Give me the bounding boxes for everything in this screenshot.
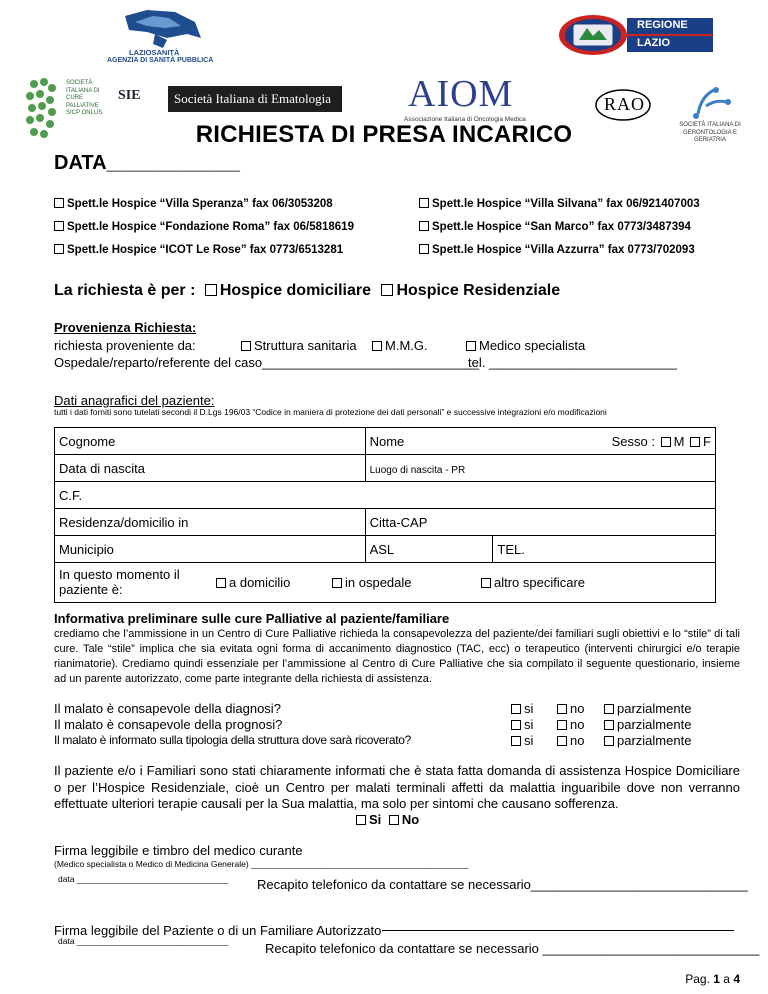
hospice-option[interactable] (419, 244, 695, 256)
date-field-label: DATA____________ (54, 152, 241, 174)
rao-logo (594, 88, 652, 122)
table-row (55, 536, 716, 563)
checkbox-icon[interactable] (381, 284, 393, 296)
laziosanita-line2: AGENZIA DI SANITÀ PUBBLICA (107, 57, 214, 64)
checkbox-icon[interactable] (511, 720, 521, 730)
option-label: Hospice domiciliare (219, 282, 372, 299)
question-prognosi: Il malato è consapevole della prognosi? (54, 717, 283, 732)
answer-label: parzialmente (617, 733, 692, 748)
checkbox-icon[interactable] (481, 578, 491, 588)
informativa-heading: Informativa preliminare sulle cure Palliative al paziente/familiare (54, 611, 450, 626)
checkbox-icon[interactable] (604, 720, 614, 730)
laziosanita-line1: LAZIOSANITÀ (129, 48, 180, 57)
option-label: Hospice Residenziale (396, 282, 561, 299)
answer-label: parzialmente (617, 717, 692, 732)
firma-paziente-data-field[interactable]: data ________________________________ (58, 936, 229, 946)
checkbox-icon[interactable] (557, 704, 567, 714)
hospice-option[interactable] (54, 221, 354, 233)
municipio-cell[interactable] (55, 536, 366, 563)
answer-label: no (570, 733, 585, 748)
sigg-emblem (672, 84, 748, 122)
answer-si[interactable] (511, 717, 533, 732)
table-row (55, 509, 716, 536)
regione-line2: LAZIO (637, 37, 670, 49)
option-label: in ospedale (345, 574, 412, 590)
nome-cell[interactable] (365, 428, 600, 455)
luogo-nascita-label: Luogo di nascita - PR (369, 464, 466, 476)
aiom-abbr: AIOM (408, 73, 514, 115)
table-row (55, 428, 716, 455)
hospice-option[interactable] (419, 198, 700, 210)
privacy-note: tutti i dati forniti sono tutelati secondi il D.Lgs 196/03 “Codice in maniera di protezione dei dati personali” e successive integrazioni e/o modificazioni (54, 407, 607, 417)
answer-parzialmente[interactable] (604, 701, 691, 716)
patient-data-table (54, 427, 716, 603)
checkbox-icon[interactable] (690, 437, 700, 447)
residenza-cell[interactable] (55, 509, 366, 536)
statement-options (356, 812, 419, 827)
firma-paziente-line[interactable] (382, 930, 734, 931)
answer-label: parzialmente (617, 701, 692, 716)
page-total: 4 (733, 972, 740, 986)
request-type-row (54, 282, 560, 300)
table-row (55, 455, 716, 482)
referente-field[interactable]: Ospedale/reparto/referente del caso______________________________ (54, 355, 480, 370)
option-struttura-sanitaria[interactable] (241, 338, 357, 353)
checkbox-icon[interactable] (54, 244, 64, 254)
option-altro[interactable] (481, 575, 585, 590)
option-a-domicilio[interactable] (216, 575, 290, 590)
answer-si[interactable] (511, 701, 533, 716)
hospice-option[interactable] (419, 221, 691, 233)
cognome-label: Cognome (59, 433, 116, 449)
rao-abbr: RAO (604, 94, 646, 114)
firma-medico-recapito-field[interactable]: Recapito telefonico da contattare se necessario______________________________ (257, 877, 748, 892)
tel-label: TEL. (497, 541, 525, 557)
statement-text: Il paziente e/o i Familiari sono stati chiaramente informati che è stata fatta domanda di assistenza Hospice Domiciliare o per l’Hospice Residenziale, cioè un Centro per malati terminali affetti da malattia inguaribile dove non verranno effettuate ulteriori terapie causali per la Sua malattia, ma solo per sintomi che causano sofferenza. (54, 763, 740, 811)
sie-name: Società Italiana di Ematologia (174, 91, 332, 106)
answer-label: si (524, 733, 534, 748)
checkbox-icon[interactable] (419, 198, 429, 208)
option-si[interactable] (356, 812, 381, 827)
sesso-label: Sesso : (611, 433, 655, 449)
table-row (55, 482, 716, 509)
answer-label: no (570, 701, 585, 716)
provenienza-label: richiesta proveniente da: (54, 338, 196, 353)
page-title: RICHIESTA DI PRESA INCARICO (195, 121, 573, 148)
provenienza-heading: Provenienza Richiesta: (54, 320, 197, 335)
checkbox-icon[interactable] (54, 221, 64, 231)
checkbox-icon[interactable] (389, 815, 399, 825)
checkbox-icon[interactable] (419, 221, 429, 231)
answer-parzialmente[interactable] (604, 733, 691, 748)
sie-logo (116, 86, 342, 114)
option-hospice-residenziale[interactable] (381, 282, 560, 299)
option-label: Struttura sanitaria (254, 338, 357, 353)
option-mmg[interactable] (372, 338, 428, 353)
option-label: a domicilio (229, 574, 291, 590)
nome-label: Nome (369, 433, 405, 449)
cf-label: C.F. (59, 487, 83, 503)
residenza-label: Residenza/domicilio in (59, 514, 189, 530)
tel-cell[interactable] (493, 536, 716, 563)
hospice-label: Spett.le Hospice “Villa Speranza” fax 06/3053208 (67, 198, 333, 210)
checkbox-icon[interactable] (419, 244, 429, 254)
checkbox-icon[interactable] (466, 341, 476, 351)
page-number (685, 972, 740, 986)
firma-medico-label: Firma leggibile e timbro del medico curante (54, 843, 303, 858)
sigg-name: SOCIETÀ ITALIANA DI GERONTOLOGIA E GERIATRIA (679, 122, 741, 143)
luogo-nascita-cell[interactable] (365, 455, 715, 482)
data-nascita-label: Data di nascita (59, 460, 145, 476)
page-mid: a (723, 972, 730, 986)
page-current: 1 (713, 972, 720, 986)
regione-lazio-logo (557, 12, 719, 58)
firma-medico-data-field[interactable]: data ________________________________ (58, 874, 229, 884)
asl-cell[interactable] (365, 536, 493, 563)
checkbox-icon[interactable] (54, 198, 64, 208)
checkbox-icon[interactable] (557, 736, 567, 746)
checkbox-icon[interactable] (604, 704, 614, 714)
option-no[interactable] (389, 812, 419, 827)
sesso-cell (600, 428, 716, 455)
answer-no[interactable] (557, 717, 584, 732)
request-type-label: La richiesta è per : (54, 282, 196, 299)
checkbox-icon[interactable] (511, 704, 521, 714)
hospice-label: Spett.le Hospice “Fondazione Roma” fax 06/5818619 (67, 221, 354, 233)
hospice-label: Spett.le Hospice “ICOT Le Rose” fax 0773/6513281 (67, 244, 344, 256)
provenienza-tel-field[interactable]: tel. __________________________ (468, 355, 677, 370)
checkbox-icon[interactable] (205, 284, 217, 296)
answer-no[interactable] (557, 701, 584, 716)
option-label: Medico specialista (479, 338, 586, 353)
anagrafici-heading: Dati anagrafici del paziente: (54, 393, 215, 408)
checkbox-icon[interactable] (661, 437, 671, 447)
option-label: M.M.G. (385, 338, 428, 353)
hospice-option[interactable] (54, 198, 333, 210)
option-label: altro specificare (494, 574, 586, 590)
hospice-label: Spett.le Hospice “San Marco” fax 0773/3487394 (432, 221, 691, 233)
cognome-cell[interactable] (55, 428, 366, 455)
hospice-label: Spett.le Hospice “Villa Azzurra” fax 0773/702093 (432, 244, 695, 256)
table-row (55, 563, 716, 603)
sicp-name: SOCIETÀ ITALIANA DI CURE PALLIATIVE SICP ONLUS (66, 80, 103, 116)
option-label: No (401, 812, 420, 827)
checkbox-icon[interactable] (604, 736, 614, 746)
firma-paziente-label: Firma leggibile del Paziente o di un Familiare Autorizzato (54, 923, 382, 938)
regione-line1: REGIONE (637, 19, 688, 31)
page-prefix: Pag. (685, 972, 710, 986)
answer-label: si (524, 717, 534, 732)
checkbox-icon[interactable] (332, 578, 342, 588)
answer-label: si (524, 701, 534, 716)
laziosanita-logo (107, 8, 217, 68)
checkbox-icon[interactable] (511, 736, 521, 746)
option-medico-specialista[interactable] (466, 338, 585, 353)
hospice-label: Spett.le Hospice “Villa Silvana” fax 06/921407003 (432, 198, 700, 210)
cf-cell[interactable] (55, 482, 716, 509)
citta-cell[interactable] (365, 509, 715, 536)
answer-no[interactable] (557, 733, 584, 748)
sie-abbr: SIE (118, 88, 141, 103)
municipio-label: Municipio (59, 541, 114, 557)
momento-cell (55, 563, 716, 603)
option-label: Si (369, 812, 382, 827)
citta-label: Citta-CAP (369, 514, 428, 530)
sesso-m-label: M (673, 433, 685, 449)
answer-label: no (570, 717, 585, 732)
checkbox-icon[interactable] (356, 815, 366, 825)
hospice-option[interactable] (54, 244, 343, 256)
answer-parzialmente[interactable] (604, 717, 691, 732)
informativa-text: crediamo che l’ammissione in un Centro di Cure Palliative richieda la consapevolezza del paziente/dei familiari sugli obiettivi e lo “stile” di tali cure. Tale “stile” implica che sia evitata ogni forma di accanimento diagnostico (TAC, ecc) o terapeutico (interventi chirurgici e/o terapie rianimatorie). Crediamo quindi essenziale per l’ammissione al Centro di Cure Palliative che sia compilato il seguente questionario, insieme ad un parente autorizzato, come parte integrante della richiesta di assistenza. (54, 628, 740, 685)
option-hospice-domiciliare[interactable] (205, 282, 371, 299)
sesso-f-label: F (703, 433, 711, 449)
asl-label: ASL (369, 541, 395, 557)
question-struttura: Il malato è informato sulla tipologia della struttura dove sarà ricoverato? (54, 733, 412, 747)
firma-medico-field[interactable]: (Medico specialista o Medico di Medicina Generale) ______________________________________________ (54, 859, 469, 869)
option-in-ospedale[interactable] (332, 575, 412, 590)
answer-si[interactable] (511, 733, 533, 748)
firma-paziente-recapito-field[interactable]: Recapito telefonico da contattare se necessario ______________________________ (265, 941, 760, 956)
checkbox-icon[interactable] (557, 720, 567, 730)
aiom-name: Associazione Italiana di Oncologia Medica (404, 116, 526, 123)
question-diagnosi: Il malato è consapevole della diagnosi? (54, 701, 281, 716)
checkbox-icon[interactable] (372, 341, 382, 351)
checkbox-icon[interactable] (241, 341, 251, 351)
checkbox-icon[interactable] (216, 578, 226, 588)
data-nascita-cell[interactable] (55, 455, 366, 482)
momento-label: In questo momento il paziente è: (59, 566, 180, 597)
